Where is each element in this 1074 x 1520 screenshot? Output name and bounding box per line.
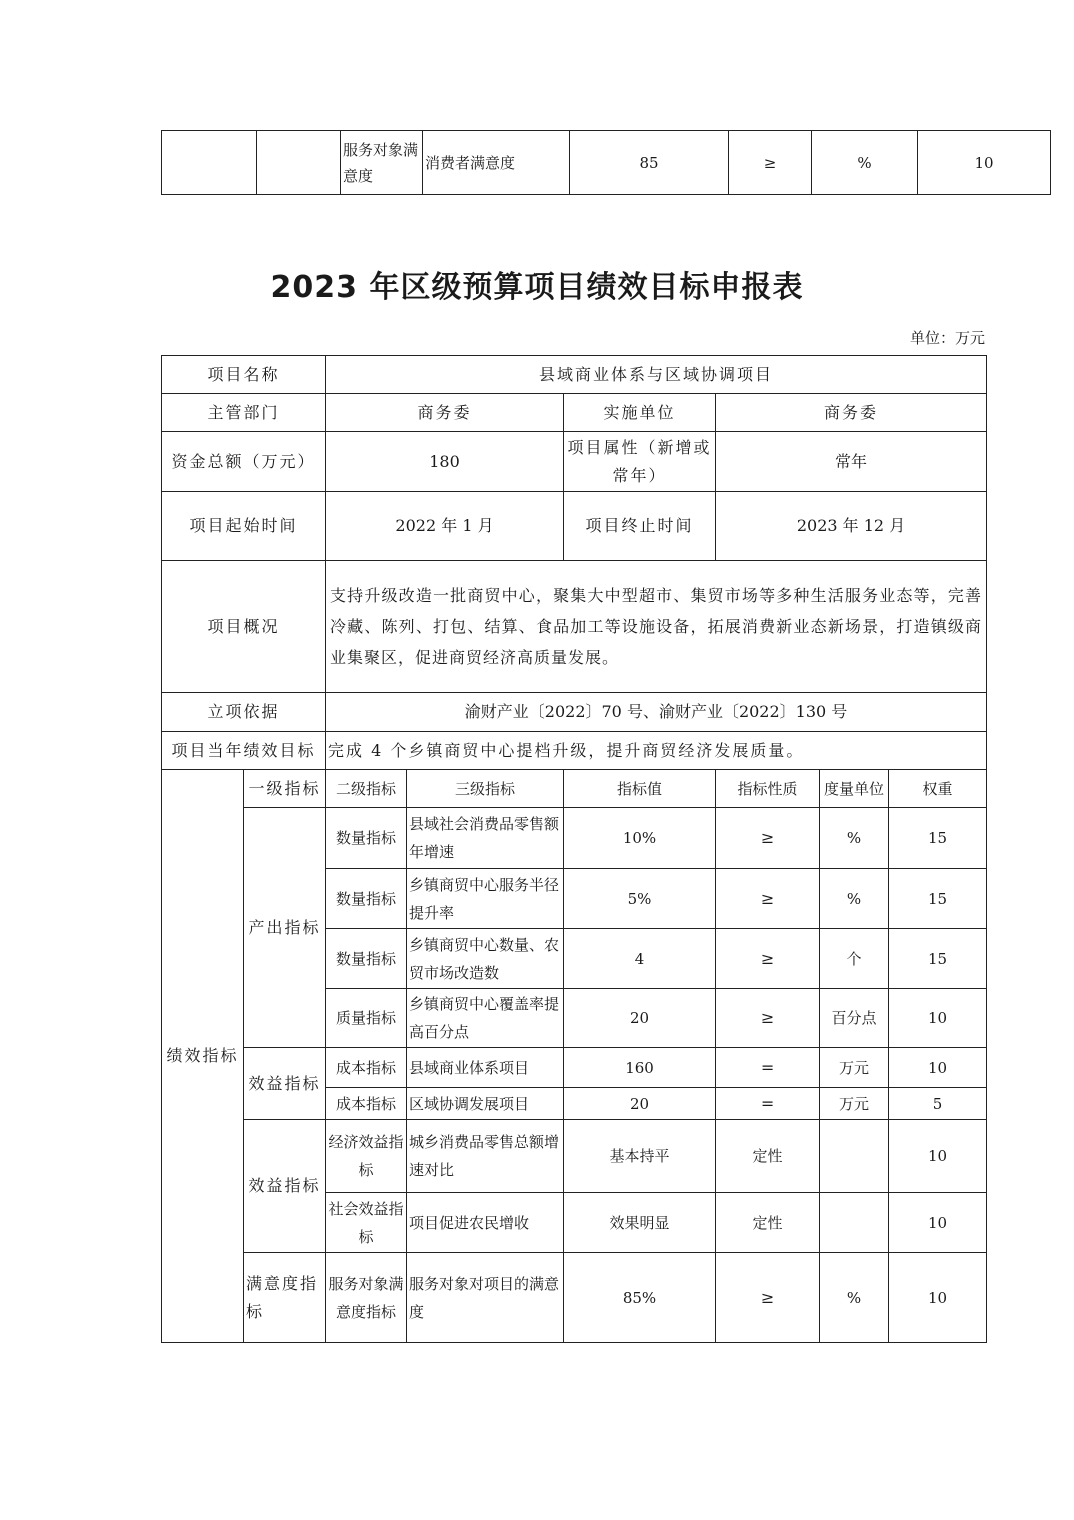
header-weight: 权重 [889,770,987,808]
value-cell: 85 [570,131,729,195]
row-level3: 服务对象对项目的满意度 [407,1253,564,1343]
time-row [162,492,987,561]
row-value: 85% [564,1253,716,1343]
indicator-row [162,1120,987,1193]
attr-label: 项目属性（新增或常年） [564,432,716,492]
end-label: 项目终止时间 [564,492,716,561]
group-benefit-cost: 效益指标 [244,1048,326,1120]
header-unit: 度量单位 [820,770,889,808]
header-level2: 二级指标 [326,770,407,808]
start-value: 2022 年 1 月 [326,492,564,561]
row-level3: 区域协调发展项目 [407,1088,564,1120]
row-unit [820,1193,889,1253]
row-weight: 15 [889,929,987,989]
page-title: 2023 年区级预算项目绩效目标申报表 [270,270,804,305]
weight-cell: 10 [918,131,1051,195]
row-value: 4 [564,929,716,989]
row-nature: = [716,1048,820,1088]
row-unit [820,1120,889,1193]
row-level3: 乡镇商贸中心数量、农贸市场改造数 [407,929,564,989]
row-weight: 10 [889,1193,987,1253]
row-weight: 5 [889,1088,987,1120]
header-level1: 一级指标 [244,770,326,808]
row-level2: 数量指标 [326,808,407,869]
overview-row [162,561,987,693]
row-value: 20 [564,989,716,1048]
perf-label: 绩效指标 [162,770,244,1343]
row-level2: 社会效益指标 [326,1193,407,1253]
unit-cell: % [812,131,918,195]
row-weight: 15 [889,869,987,929]
group-satisfaction: 满意度指标 [244,1253,326,1343]
basis-row [162,693,987,732]
row-level2: 经济效益指标 [326,1120,407,1193]
dept-value: 商务委 [326,394,564,432]
row-level2: 服务对象满意度指标 [326,1253,407,1343]
nature-cell: ≥ [729,131,812,195]
row-nature: ≥ [716,989,820,1048]
row-level2: 成本指标 [326,1088,407,1120]
row-level3: 乡镇商贸中心覆盖率提高百分点 [407,989,564,1048]
funds-label: 资金总额（万元） [162,432,326,492]
row-value: 5% [564,869,716,929]
basis-label: 立项依据 [162,693,326,732]
row-nature: = [716,1088,820,1120]
end-value: 2023 年 12 月 [716,492,987,561]
row-level3: 城乡消费品零售总额增速对比 [407,1120,564,1193]
row-unit: 个 [820,929,889,989]
row-value: 20 [564,1088,716,1120]
budget-performance-table [161,355,987,1343]
row-level3: 项目促进农民增收 [407,1193,564,1253]
row-value: 基本持平 [564,1120,716,1193]
row-nature: ≥ [716,869,820,929]
row-unit: % [820,1253,889,1343]
empty-cell [162,131,257,195]
group-benefit: 效益指标 [244,1120,326,1253]
impl-value: 商务委 [716,394,987,432]
row-unit: 百分点 [820,989,889,1048]
overview-label: 项目概况 [162,561,326,693]
row-nature: ≥ [716,808,820,869]
empty-cell [257,131,341,195]
funds-row [162,432,987,492]
row-level2: 质量指标 [326,989,407,1048]
row-nature: ≥ [716,1253,820,1343]
basis-value: 渝财产业〔2022〕70 号、渝财产业〔2022〕130 号 [326,693,987,732]
header-level3: 三级指标 [407,770,564,808]
indicator-row [162,1048,987,1088]
funds-value: 180 [326,432,564,492]
row-nature: ≥ [716,929,820,989]
goal-value: 完成 4 个乡镇商贸中心提档升级，提升商贸经济发展质量。 [326,732,987,770]
goal-row [162,732,987,770]
group-output: 产出指标 [244,808,326,1048]
row-weight: 10 [889,1048,987,1088]
row-level3: 县域商业体系项目 [407,1048,564,1088]
impl-label: 实施单位 [564,394,716,432]
indicator-row [162,808,987,869]
project-name-row [162,356,987,394]
continuation-table [161,130,1051,195]
start-label: 项目起始时间 [162,492,326,561]
row-level3: 县域社会消费品零售额年增速 [407,808,564,869]
project-name-value: 县域商业体系与区域协调项目 [326,356,987,394]
row-value: 10% [564,808,716,869]
level2-cell: 服务对象满意度 [341,131,423,195]
row-weight: 10 [889,1120,987,1193]
department-row [162,394,987,432]
dept-label: 主管部门 [162,394,326,432]
row-value: 效果明显 [564,1193,716,1253]
unit-label: 单位：万元 [909,329,985,347]
continuation-row [162,131,1051,195]
row-level2: 成本指标 [326,1048,407,1088]
row-unit: 万元 [820,1048,889,1088]
row-level2: 数量指标 [326,929,407,989]
project-name-label: 项目名称 [162,356,326,394]
row-weight: 10 [889,989,987,1048]
row-level3: 乡镇商贸中心服务半径提升率 [407,869,564,929]
indicator-header-row [162,770,987,808]
level3-cell: 消费者满意度 [423,131,570,195]
row-unit: % [820,869,889,929]
row-nature: 定性 [716,1193,820,1253]
goal-label: 项目当年绩效目标 [162,732,326,770]
header-nature: 指标性质 [716,770,820,808]
row-weight: 15 [889,808,987,869]
row-weight: 10 [889,1253,987,1343]
attr-value: 常年 [716,432,987,492]
row-value: 160 [564,1048,716,1088]
row-unit: % [820,808,889,869]
overview-value: 支持升级改造一批商贸中心，聚集大中型超市、集贸市场等多种生活服务业态等，完善冷藏、陈列、打包、结算、食品加工等设施设备，拓展消费新业态新场景，打造镇级商业集聚区，促进商贸经济高质量发展。 [326,561,987,693]
header-value: 指标值 [564,770,716,808]
row-nature: 定性 [716,1120,820,1193]
row-level2: 数量指标 [326,869,407,929]
row-unit: 万元 [820,1088,889,1120]
indicator-row [162,1253,987,1343]
